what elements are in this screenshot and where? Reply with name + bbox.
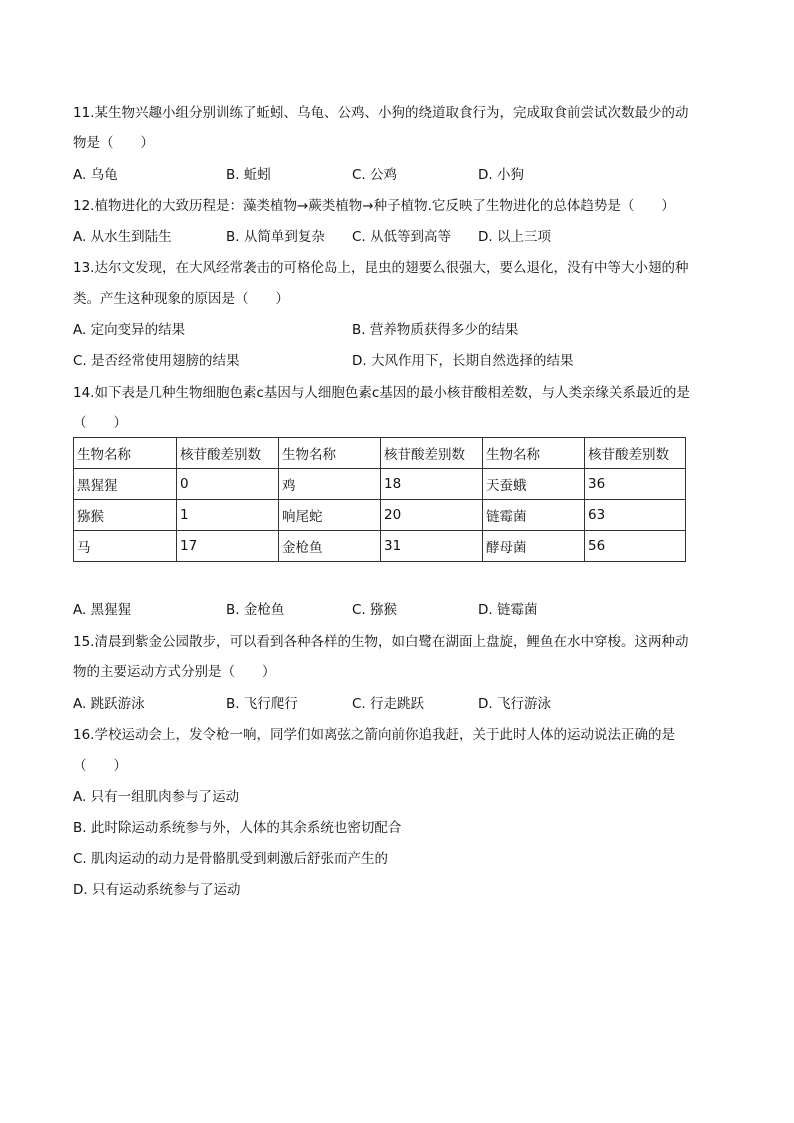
q14-option-b[interactable]: B. 金枪鱼: [226, 602, 285, 618]
table-cell: 31: [381, 531, 483, 562]
table-row: [74, 531, 686, 562]
q15-option-d[interactable]: D. 飞行游泳: [478, 696, 551, 712]
q14-option-a[interactable]: A. 黑猩猩: [73, 602, 132, 618]
q12-option-c[interactable]: C. 从低等到高等: [352, 229, 452, 245]
table-cell: 天蚕蛾: [483, 469, 585, 500]
table-row: [74, 500, 686, 531]
q12-stem-line1: 12.植物进化的大致历程是：藻类植物→蕨类植物→种子植物.它反映了生物进化的总体趋势是（ ）: [73, 198, 675, 214]
q13-option-a[interactable]: A. 定向变异的结果: [73, 322, 186, 338]
table-cell: 56: [585, 531, 686, 562]
q11-option-a[interactable]: A. 乌龟: [73, 167, 118, 183]
q13-option-d[interactable]: D. 大风作用下，长期自然选择的结果: [352, 353, 574, 369]
q15-option-c[interactable]: C. 行走跳跃: [352, 696, 425, 712]
table-cell: 36: [585, 469, 686, 500]
table-cell: 0: [177, 469, 279, 500]
table-cell: 猕猴: [74, 500, 177, 531]
q15-option-b[interactable]: B. 飞行爬行: [226, 696, 298, 712]
table-header-cell: 生物名称: [279, 438, 381, 469]
q16-option-d[interactable]: D. 只有运动系统参与了运动: [73, 882, 241, 898]
q14-options: [73, 601, 723, 619]
q13-option-b[interactable]: B. 营养物质获得多少的结果: [352, 322, 519, 338]
table-cell: 18: [381, 469, 483, 500]
q12-option-b[interactable]: B. 从简单到复杂: [226, 229, 325, 245]
table-cell: 响尾蛇: [279, 500, 381, 531]
q16-stem-line2: （ ）: [73, 758, 127, 774]
q15-stem-line2: 物的主要运动方式分别是（ ）: [73, 664, 276, 680]
table-header-cell: 核苷酸差别数: [177, 438, 279, 469]
q11-option-c[interactable]: C. 公鸡: [352, 167, 398, 183]
q11-stem-line1: 11.某生物兴趣小组分别训练了蚯蚓、乌龟、公鸡、小狗的绕道取食行为，完成取食前尝试次数最少的动: [73, 105, 689, 121]
q13-stem-line1: 13.达尔文发现，在大风经常袭击的可格伦岛上，昆虫的翅要么很强大，要么退化，没有中等大小翅的种: [73, 260, 689, 276]
table-cell: 1: [177, 500, 279, 531]
table-row: [74, 469, 686, 500]
table-header-cell: 生物名称: [483, 438, 585, 469]
q12-option-d[interactable]: D. 以上三项: [478, 229, 551, 245]
q11-stem-line2: 物是（ ）: [73, 135, 154, 151]
q16-option-a[interactable]: A. 只有一组肌肉参与了运动: [73, 789, 240, 805]
q11-option-b[interactable]: B. 蚯蚓: [226, 167, 271, 183]
q12-options: [73, 228, 723, 246]
q13-stem-line2: 类。产生这种现象的原因是（ ）: [73, 291, 289, 307]
table-header-cell: 生物名称: [74, 438, 177, 469]
table-cell: 63: [585, 500, 686, 531]
q16-option-c[interactable]: C. 肌肉运动的动力是骨骼肌受到刺激后舒张而产生的: [73, 851, 389, 867]
q12-option-a[interactable]: A. 从水生到陆生: [73, 229, 172, 245]
q11-options: [73, 166, 723, 184]
table-cell: 马: [74, 531, 177, 562]
table-cell: 鸡: [279, 469, 381, 500]
q14-option-c[interactable]: C. 猕猴: [352, 602, 398, 618]
q14-stem-line2: （ ）: [73, 415, 127, 431]
q15-option-a[interactable]: A. 跳跃游泳: [73, 696, 145, 712]
q15-stem-line1: 15.清晨到紫金公园散步，可以看到各种各样的生物，如白鹭在湖面上盘旋，鲤鱼在水中穿梭。这两种动: [73, 634, 689, 650]
q15-options: [73, 695, 723, 713]
q16-stem-line1: 16.学校运动会上，发令枪一响，同学们如离弦之箭向前你追我赶，关于此时人体的运动说法正确的是: [73, 727, 675, 743]
table-header-cell: 核苷酸差别数: [585, 438, 686, 469]
q16-option-b[interactable]: B. 此时除运动系统参与外，人体的其余系统也密切配合: [73, 820, 402, 836]
q14-option-d[interactable]: D. 链霉菌: [478, 602, 538, 618]
table-cell: 17: [177, 531, 279, 562]
q13-options-row2: [73, 352, 723, 370]
q11-option-d[interactable]: D. 小狗: [478, 167, 524, 183]
table-cell: 链霉菌: [483, 500, 585, 531]
table-cell: 黑猩猩: [74, 469, 177, 500]
table-cell: 酵母菌: [483, 531, 585, 562]
q13-options-row1: [73, 321, 723, 339]
table-header-cell: 核苷酸差别数: [381, 438, 483, 469]
table-header-row: [74, 438, 686, 469]
table-cell: 20: [381, 500, 483, 531]
q13-option-c[interactable]: C. 是否经常使用翅膀的结果: [73, 353, 240, 369]
table-cell: 金枪鱼: [279, 531, 381, 562]
q14-stem-line1: 14.如下表是几种生物细胞色素c基因与人细胞色素c基因的最小核苷酸相差数，与人类亲缘关系最近的是: [73, 385, 690, 401]
nucleotide-difference-table: [73, 437, 686, 562]
